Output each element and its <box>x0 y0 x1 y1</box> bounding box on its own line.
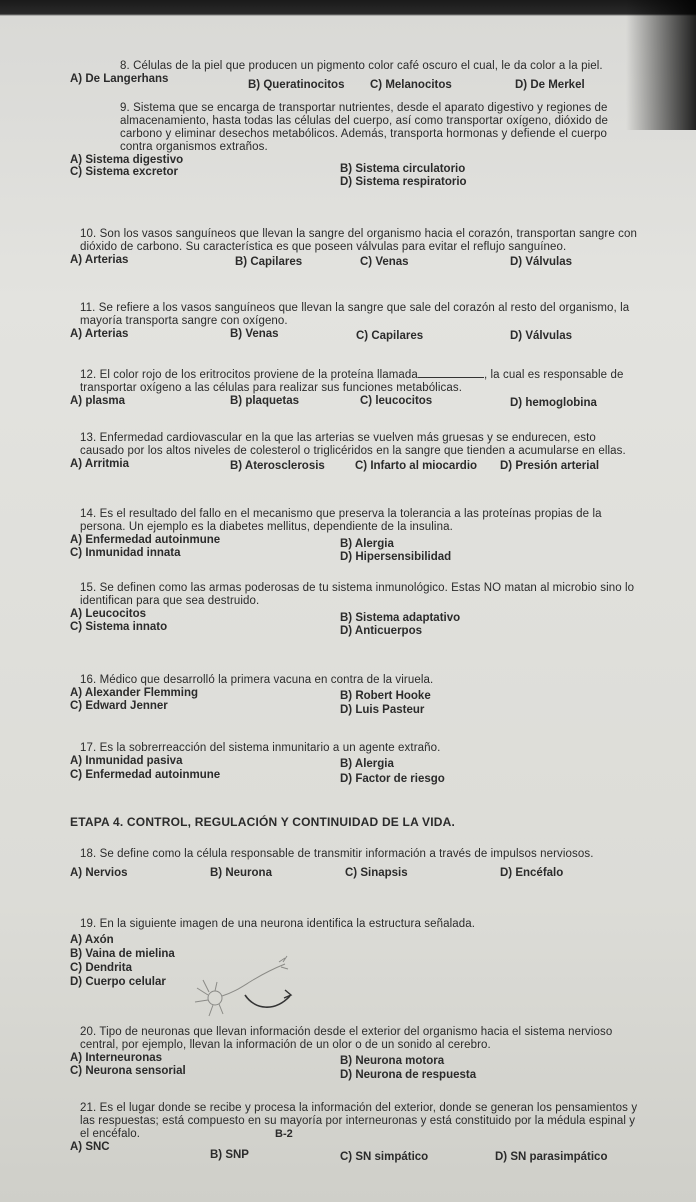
option-d[interactable]: D) hemoglobina <box>510 397 597 409</box>
option-d[interactable]: D) Cuerpo celular <box>70 976 166 988</box>
question-stem: 15. Se definen como las armas poderosas de tu sistema inmunológico. Estas NO matan al microbio sino lo identifican para que sea destruido. <box>80 582 635 607</box>
option-d[interactable]: D) Hipersensibilidad <box>340 551 452 563</box>
option-c[interactable]: C) Dendrita <box>70 962 132 974</box>
question-11 <box>70 302 640 344</box>
question-20 <box>70 1026 640 1080</box>
option-c[interactable]: C) Sistema excretor <box>70 166 179 178</box>
question-19 <box>70 918 640 989</box>
page-footer: B-2 <box>275 1128 293 1140</box>
options <box>70 534 640 562</box>
question-stem: 8. Células de la piel que producen un pigmento color café oscuro el cual, le da color a la piel. <box>120 60 603 72</box>
option-b[interactable]: B) Robert Hooke <box>340 690 431 702</box>
neuron-axon-terminals <box>279 956 288 969</box>
options <box>70 458 640 474</box>
question-stem: 14. Es el resultado del fallo en el mecanismo que preserva la tolerancia a las proteínas propias de la persona. Un ejemplo es la diabetes mellitus, dependiente de la insulina. <box>80 508 602 533</box>
option-a[interactable]: A) Axón <box>70 934 114 946</box>
option-d[interactable]: D) Anticuerpos <box>340 625 422 637</box>
options <box>70 755 640 783</box>
question-stem: 9. Sistema que se encarga de transportar nutrientes, desde el aparato digestivo y regiones de almacenamiento, hasta todas las células del cuerpo, así como transportar oxígeno, dióxido de carbono y eliminar desechos metabólicos. Además, transporta hormonas y defiende el cuerpo contra organismos extraños. <box>120 102 609 153</box>
option-b[interactable]: B) Queratinocitos <box>248 79 345 91</box>
option-d[interactable]: D) Luis Pasteur <box>340 704 425 716</box>
question-10 <box>70 228 640 270</box>
option-b[interactable]: B) Capilares <box>235 256 303 268</box>
option-a[interactable]: A) Interneuronas <box>70 1052 163 1064</box>
option-a[interactable]: A) Leucocitos <box>70 608 147 620</box>
option-a[interactable]: A) Alexander Flemming <box>70 687 199 699</box>
option-b[interactable]: B) Neurona motora <box>340 1055 445 1067</box>
option-c[interactable]: C) Sistema innato <box>70 621 168 633</box>
option-c[interactable]: C) Neurona sensorial <box>70 1065 186 1077</box>
question-stem: 16. Médico que desarrolló la primera vacuna en contra de la viruela. <box>80 674 434 686</box>
question-16 <box>70 674 640 715</box>
neuron-dendrites <box>195 980 223 1016</box>
option-c[interactable]: C) Capilares <box>356 330 424 342</box>
question-21 <box>70 1102 640 1163</box>
question-stem: 10. Son los vasos sanguíneos que llevan la sangre del organismo hacia el corazón, transportan sangre con dióxido de carbono. Su característica es que poseen válvulas para evitar el reflujo sanguíneo. <box>80 228 637 253</box>
question-stem: 21. Es el lugar donde se recibe y procesa la información del exterior, donde se generan los pensamientos y las respuestas; está compuesto en su mayoría por interneuronas y está constituido por la médula espinal y el encéfalo. <box>80 1102 638 1140</box>
option-a[interactable]: A) Nervios <box>70 867 128 879</box>
option-c[interactable]: C) Sinapsis <box>345 867 408 879</box>
question-14 <box>70 508 640 562</box>
neuron-diagram <box>175 940 295 1025</box>
option-b[interactable]: B) Vaina de mielina <box>70 948 175 960</box>
option-a[interactable]: A) SNC <box>70 1141 110 1153</box>
options <box>70 687 640 715</box>
option-a[interactable]: A) Arritmia <box>70 458 129 470</box>
question-stem: 20. Tipo de neuronas que llevan información desde el exterior del organismo hacia el sistema nervioso central, por ejemplo, llevan la información de un olor o de un sonido al cerebro. <box>80 1026 613 1051</box>
options <box>70 73 640 97</box>
option-d[interactable]: D) Presión arterial <box>500 460 600 472</box>
options <box>70 861 640 877</box>
option-a[interactable]: A) Enfermedad autoinmune <box>70 534 221 546</box>
option-c[interactable]: C) Melanocitos <box>370 79 452 91</box>
option-c[interactable]: C) Edward Jenner <box>70 700 168 712</box>
options <box>70 328 640 344</box>
option-a[interactable]: A) De Langerhans <box>70 73 169 85</box>
options <box>70 608 640 636</box>
section-heading: ETAPA 4. CONTROL, REGULACIÓN Y CONTINUIDAD DE LA VIDA. <box>70 815 456 829</box>
option-c[interactable]: C) leucocitos <box>360 395 433 407</box>
question-8 <box>70 60 640 97</box>
options <box>70 254 640 270</box>
option-c[interactable]: C) Venas <box>360 256 409 268</box>
option-a[interactable]: A) Arterias <box>70 254 129 266</box>
options <box>70 395 640 411</box>
option-a[interactable]: A) Inmunidad pasiva <box>70 755 183 767</box>
question-stem: 19. En la siguiente imagen de una neurona identifica la estructura señalada. <box>80 918 476 930</box>
option-c[interactable]: C) Enfermedad autoinmune <box>70 769 221 781</box>
option-b[interactable]: B) Sistema circulatorio <box>340 163 466 175</box>
option-c[interactable]: C) Inmunidad innata <box>70 547 181 559</box>
option-d[interactable]: D) Factor de riesgo <box>340 773 445 785</box>
question-18 <box>70 848 640 877</box>
option-d[interactable]: D) Encéfalo <box>500 867 564 879</box>
option-d[interactable]: D) SN parasimpático <box>495 1151 608 1163</box>
option-a[interactable]: A) Sistema digestivo <box>70 154 184 166</box>
option-d[interactable]: D) Sistema respiratorio <box>340 176 467 188</box>
option-d[interactable]: D) Válvulas <box>510 330 572 342</box>
option-d[interactable]: D) De Merkel <box>515 79 585 91</box>
option-b[interactable]: B) Sistema adaptativo <box>340 612 461 624</box>
question-stem: 18. Se define como la célula responsable de transmitir información a través de impulsos nerviosos. <box>80 848 594 860</box>
options <box>70 154 640 188</box>
question-13 <box>70 432 640 474</box>
option-b[interactable]: B) Aterosclerosis <box>230 460 325 472</box>
pointer-line <box>245 995 290 1007</box>
option-b[interactable]: B) SNP <box>210 1149 249 1161</box>
options <box>70 933 640 989</box>
question-15 <box>70 582 640 636</box>
option-b[interactable]: B) Neurona <box>210 867 272 879</box>
option-d[interactable]: D) Válvulas <box>510 256 572 268</box>
option-b[interactable]: B) Alergia <box>340 758 394 770</box>
question-9 <box>70 102 640 188</box>
option-b[interactable]: B) Venas <box>230 328 279 340</box>
stem-part-1: 12. El color rojo de los eritrocitos proviene de la proteína llamada <box>80 369 418 381</box>
question-stem <box>70 368 640 395</box>
question-stem: 13. Enfermedad cardiovascular en la que las arterias se vuelven más gruesas y se endurecen, esto causado por los altos niveles de colesterol o triglicéridos en la sangre que tienden a acumularse en ellas. <box>80 432 626 457</box>
option-d[interactable]: D) Neurona de respuesta <box>340 1069 477 1081</box>
stem-part-2: , la cual es responsable de transportar oxígeno a las células para realizar sus funciones metabólicas. <box>80 369 624 394</box>
option-c[interactable]: C) SN simpático <box>340 1151 429 1163</box>
fill-blank[interactable] <box>418 368 484 378</box>
options <box>70 1141 640 1163</box>
question-12 <box>70 368 640 411</box>
option-c[interactable]: C) Infarto al miocardio <box>355 460 478 472</box>
question-stem: 11. Se refiere a los vasos sanguíneos que llevan la sangre que sale del corazón al resto del organismo, la mayoría transporta sangre con oxígeno. <box>80 302 630 327</box>
neuron-cell-body <box>208 991 222 1005</box>
option-b[interactable]: B) Alergia <box>340 538 394 550</box>
question-stem: 17. Es la sobrerreacción del sistema inmunitario a un agente extraño. <box>80 742 441 754</box>
option-a[interactable]: A) plasma <box>70 395 125 407</box>
neuron-axon <box>222 964 285 996</box>
option-b[interactable]: B) plaquetas <box>230 395 300 407</box>
options <box>70 1052 640 1080</box>
question-17 <box>70 742 640 783</box>
option-a[interactable]: A) Arterias <box>70 328 129 340</box>
